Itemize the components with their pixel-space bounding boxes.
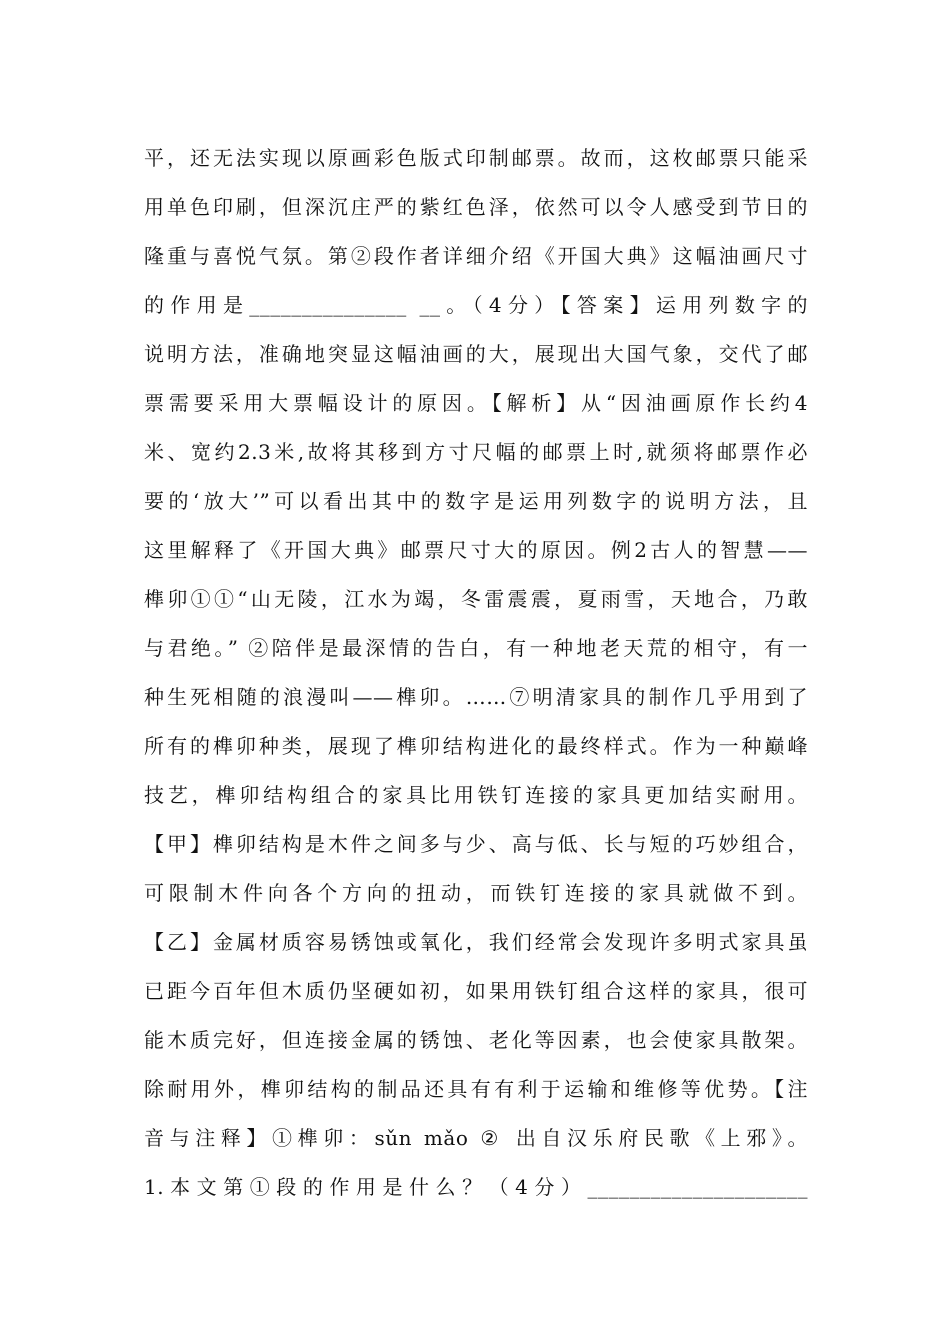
- text-line-19: 能木质完好，但连接金属的锈蚀、老化等因素，也会使家具散架。: [144, 1028, 808, 1052]
- text-line-3: 隆重与喜悦气氛。第②段作者详细介绍《开国大典》这幅油画尺寸: [144, 244, 808, 268]
- text-line-12: 种生死相随的浪漫叫——榫卯。……⑦明清家具的制作几乎用到了: [144, 685, 808, 709]
- text-line-20: 除耐用外，榫卯结构的制品还具有有利于运输和维修等优势。【注: [144, 1077, 808, 1101]
- text-line-4: 的作用是_______________ __。（4分）【答案】运用列数字的: [144, 293, 808, 317]
- text-line-18: 已距今百年但木质仍坚硬如初，如果用铁钉组合这样的家具，很可: [144, 979, 808, 1003]
- document-body: [144, 134, 808, 1212]
- text-line-2: 用单色印刷，但深沉庄严的紫红色泽，依然可以令人感受到节日的: [144, 195, 808, 219]
- text-line-1: 平，还无法实现以原画彩色版式印制邮票。故而，这枚邮票只能采: [144, 146, 808, 170]
- text-line-11: 与君绝。” ②陪伴是最深情的告白，有一种地老天荒的相守，有一: [144, 636, 808, 660]
- text-line-14: 技艺，榫卯结构组合的家具比用铁钉连接的家具更加结实耐用。: [144, 783, 808, 807]
- text-line-5: 说明方法，准确地突显这幅油画的大，展现出大国气象，交代了邮: [144, 342, 808, 366]
- text-line-9: 这里解释了《开国大典》邮票尺寸大的原因。例2古人的智慧——: [144, 538, 808, 562]
- text-line-10: 榫卯①①“山无陵，江水为竭，冬雷震震，夏雨雪，天地合，乃敢: [144, 587, 808, 611]
- text-line-6: 票需要采用大票幅设计的原因。【解析】从“因油画原作长约4: [144, 391, 808, 415]
- text-line-22: 1.本文第①段的作用是什么？（4分）_____________________: [144, 1175, 808, 1199]
- text-line-17: 【乙】金属材质容易锈蚀或氧化，我们经常会发现许多明式家具虽: [144, 930, 808, 954]
- text-line-16: 可限制木件向各个方向的扭动，而铁钉连接的家具就做不到。: [144, 881, 808, 905]
- text-line-7: 米、宽约2.3米,故将其移到方寸尺幅的邮票上时,就须将邮票作必: [144, 440, 808, 464]
- text-line-15: 【甲】榫卯结构是木件之间多与少、高与低、长与短的巧妙组合，: [144, 832, 808, 856]
- text-line-8: 要的‘放大’”可以看出其中的数字是运用列数字的说明方法，且: [144, 489, 808, 513]
- text-line-21: 音与注释】①榫卯：sǔn mǎo ② 出自汉乐府民歌《上邪》。: [144, 1126, 808, 1150]
- text-line-13: 所有的榫卯种类，展现了榫卯结构进化的最终样式。作为一种巅峰: [144, 734, 808, 758]
